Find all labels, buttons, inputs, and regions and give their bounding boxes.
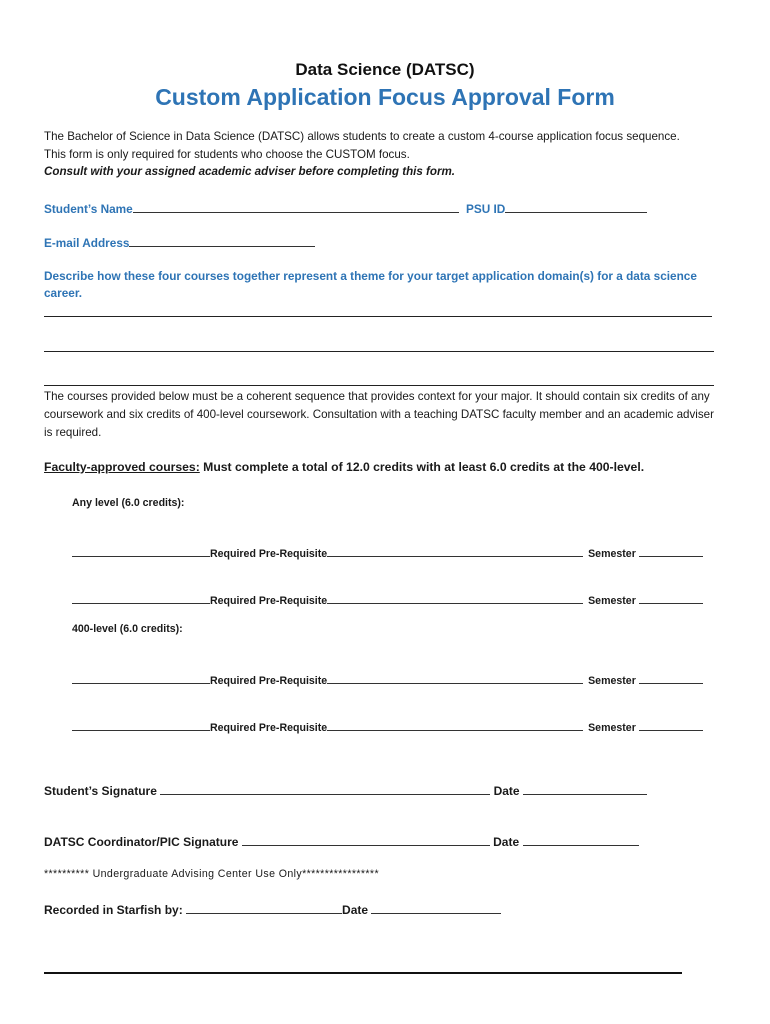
- coordinator-signature-row: [44, 833, 639, 849]
- intro-text: [44, 128, 744, 181]
- bottom-rule: [44, 972, 682, 974]
- advising-center-note: ********** Undergraduate Advising Center Use Only*****************: [44, 868, 379, 880]
- course-row-any-2[interactable]: Required Pre-Requisite Semester: [72, 591, 703, 607]
- faculty-approved-heading: [44, 460, 644, 474]
- student-date-input[interactable]: [523, 782, 647, 795]
- starfish-row: [44, 901, 501, 917]
- course-row-400-1[interactable]: Required Pre-Requisite Semester: [72, 671, 703, 687]
- prerequisite-input[interactable]: [327, 718, 583, 731]
- prerequisite-input[interactable]: [327, 591, 583, 604]
- prerequisite-input[interactable]: [327, 671, 583, 684]
- course-input[interactable]: [72, 591, 210, 604]
- intro-consult-note: Consult with your assigned academic adviser before completing this form.: [44, 165, 456, 178]
- coordinator-signature-input[interactable]: [242, 833, 490, 846]
- psu-id-label: PSU ID: [466, 202, 506, 216]
- student-name-row: [44, 200, 647, 216]
- student-date-label: Date: [493, 784, 520, 798]
- course-input[interactable]: [72, 671, 210, 684]
- form-title: Custom Application Focus Approval Form: [155, 84, 615, 110]
- email-label: E-mail Address: [44, 236, 130, 250]
- coordinator-signature-label: DATSC Coordinator/PIC Signature: [44, 835, 239, 849]
- faculty-approved-rule: Must complete a total of 12.0 credits with at least 6.0 credits at the 400-level.: [203, 460, 645, 474]
- answer-line-3[interactable]: [44, 385, 714, 386]
- starfish-label: Recorded in Starfish by:: [44, 903, 183, 917]
- email-input[interactable]: [129, 234, 315, 247]
- answer-line-2[interactable]: [44, 351, 714, 352]
- starfish-date-input[interactable]: [371, 901, 501, 914]
- course-row-any-1[interactable]: Required Pre-Requisite Semester: [72, 544, 703, 560]
- requirements-paragraph: The courses provided below must be a coherent sequence that provides context for your major. It should contain six credits of any coursework and six credits of 400-level coursework. Consultation with a teaching DATSC faculty member and an academic adviser is required.: [44, 390, 714, 439]
- semester-input[interactable]: [639, 671, 703, 684]
- course-row-400-2[interactable]: Required Pre-Requisite Semester: [72, 718, 703, 734]
- coordinator-date-input[interactable]: [523, 833, 639, 846]
- student-name-label: Student’s Name: [44, 202, 133, 216]
- student-name-input[interactable]: [133, 200, 459, 213]
- semester-input[interactable]: [639, 544, 703, 557]
- faculty-approved-label: Faculty-approved courses:: [44, 460, 200, 474]
- prerequisite-input[interactable]: [327, 544, 583, 557]
- answer-line-1[interactable]: [44, 316, 712, 317]
- semester-input[interactable]: [639, 591, 703, 604]
- course-input[interactable]: [72, 718, 210, 731]
- any-level-label: Any level (6.0 credits):: [72, 497, 185, 509]
- starfish-date-label: Date: [342, 903, 369, 917]
- semester-input[interactable]: [639, 718, 703, 731]
- intro-line-2: This form is only required for students who choose the CUSTOM focus.: [44, 147, 410, 161]
- coordinator-date-label: Date: [493, 835, 520, 849]
- course-input[interactable]: [72, 544, 210, 557]
- student-signature-row: [44, 782, 647, 798]
- student-signature-label: Student’s Signature: [44, 784, 157, 798]
- starfish-input[interactable]: [186, 901, 342, 914]
- level-400-label: 400-level (6.0 credits):: [72, 623, 183, 635]
- psu-id-input[interactable]: [505, 200, 647, 213]
- department-heading: Data Science (DATSC): [295, 60, 475, 79]
- student-signature-input[interactable]: [160, 782, 490, 795]
- email-row: [44, 234, 315, 250]
- describe-prompt: Describe how these four courses together represent a theme for your target application domain(s) for a data science career.: [44, 269, 697, 300]
- intro-line-1: The Bachelor of Science in Data Science (DATSC) allows students to create a custom 4-course application focus sequence.: [44, 130, 680, 143]
